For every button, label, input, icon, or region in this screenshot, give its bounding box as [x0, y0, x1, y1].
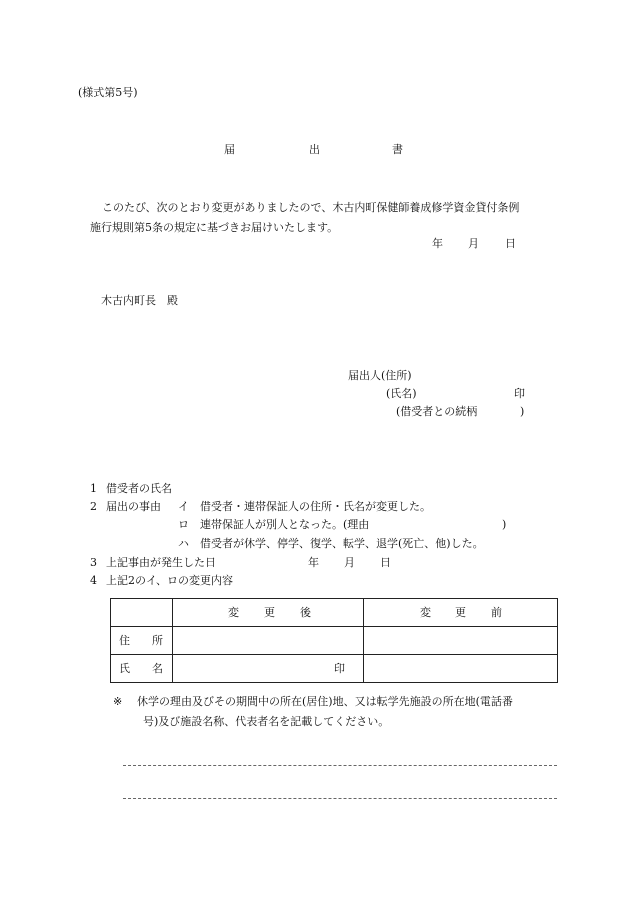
header-before: 変 更 前	[364, 599, 558, 627]
dotted-writing-line	[123, 765, 557, 766]
reason-ro: ロ 連帯保証人が別人となった。(理由	[178, 518, 370, 531]
reason-ro-close: )	[502, 518, 507, 531]
form-number: (様式第5号)	[78, 86, 138, 99]
note	[113, 692, 561, 732]
reason-ha: ハ 借受者が休学、停学、復学、転学、退学(死亡、他)した。	[178, 537, 484, 550]
notifier-address-label: 届出人(住所)	[348, 369, 412, 382]
note-line-2: 号)及び施設名称、代表者名を記載してください。	[143, 715, 390, 728]
table-seal-mark: 印	[334, 662, 345, 675]
note-line-1: 休学の理由及びその期間中の所在(居住)地、又は転学先施設の所在地(電話番	[137, 695, 513, 708]
name-after-cell[interactable]	[173, 655, 364, 683]
item-3: 3 上記事由が発生した日	[90, 556, 216, 569]
item-2: 2 届出の事由	[90, 500, 161, 513]
occurrence-year-label: 年	[308, 556, 319, 569]
title-char: 書	[392, 143, 403, 156]
note-mark: ※	[113, 695, 123, 708]
occurrence-day-label: 日	[380, 556, 391, 569]
table-corner-cell	[111, 599, 173, 627]
date-year-label: 年	[432, 237, 443, 250]
intro-paragraph	[90, 198, 560, 238]
address-label: 住 所	[111, 627, 173, 655]
intro-line-1: このたび、次のとおり変更がありましたので、木古内町保健師養成修学資金貸付条例	[102, 201, 520, 214]
addressee: 木古内町長 殿	[101, 294, 178, 307]
item-1: 1 借受者の氏名	[90, 482, 172, 495]
reason-i: イ 借受者・連帯保証人の住所・氏名が変更した。	[178, 500, 431, 513]
item-4: 4 上記2のイ、ロの変更内容	[90, 574, 234, 587]
occurrence-month-label: 月	[344, 556, 355, 569]
table-row-name	[111, 655, 558, 683]
change-details-table	[110, 598, 558, 683]
date-month-label: 月	[468, 237, 479, 250]
date-day-label: 日	[505, 237, 516, 250]
intro-line-2: 施行規則第5条の規定に基づきお届けいたします。	[90, 221, 339, 234]
title-char: 出	[309, 143, 320, 156]
address-before-cell[interactable]	[364, 627, 558, 655]
table-header-row	[111, 599, 558, 627]
notifier-name-label: (氏名)	[386, 387, 417, 400]
seal-mark: 印	[514, 387, 525, 400]
dotted-writing-line	[123, 798, 557, 799]
title-char: 届	[224, 143, 235, 156]
relation-label: (借受者との続柄	[396, 405, 478, 418]
relation-close: )	[520, 405, 525, 418]
name-before-cell[interactable]	[364, 655, 558, 683]
name-label: 氏 名	[111, 655, 173, 683]
header-after: 変 更 後	[173, 599, 364, 627]
table-row-address	[111, 627, 558, 655]
address-after-cell[interactable]	[173, 627, 364, 655]
